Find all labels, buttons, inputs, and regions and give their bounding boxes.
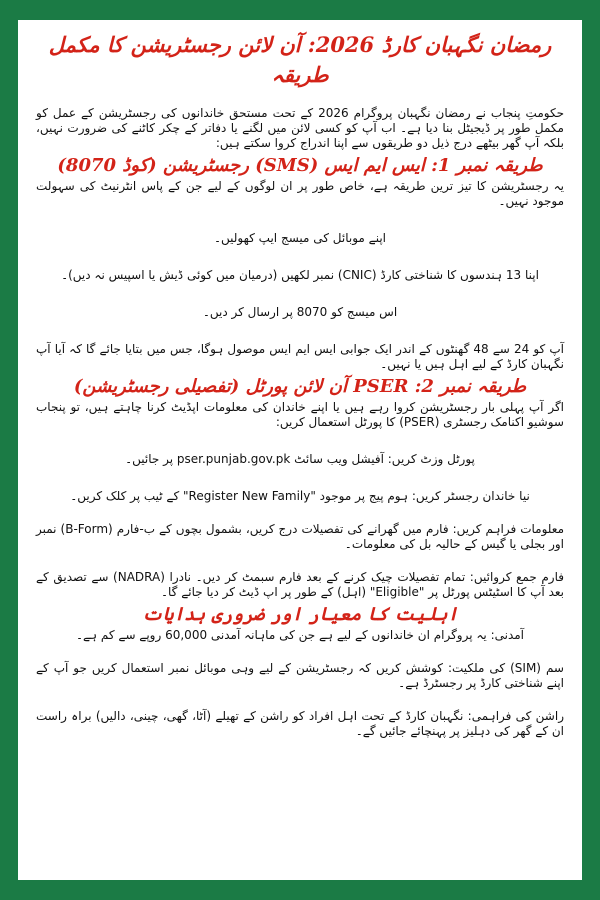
eligibility-heading: اہلیت کا معیار اور ضروری ہدایات xyxy=(141,604,459,625)
intro-paragraph: حکومتِ پنجاب نے رمضان نگہبان پروگرام 2026 کے تحت مستحق خاندانوں کی رجسٹریشن کے عمل کو مکمل طور پر ڈیجیٹل بنا دیا ہے۔ اب آپ کو کسی لائن میں لگنے یا دفاتر کے چکر کاٹنے کی ضرورت نہیں، بلکہ آپ گھر بیٹھے درج ذیل دو طریقوں سے اپنا اندراج کروا سکتے ہیں: xyxy=(36,106,564,150)
method2-step: فارم جمع کروائیں: تمام تفصیلات چیک کرنے کے بعد فارم سبمٹ کر دیں۔ نادرا (NADRA) سے تصدیق کے بعد آپ کا اسٹیٹس پورٹل پر "Eligible" (اہل) کے طور پر اپ ڈیٹ کر دیا جائے گا۔ xyxy=(36,570,564,599)
method2-heading: طریقہ نمبر 2: PSER آن لائن پورٹل (تفصیلی رجسٹریشن) xyxy=(73,376,527,397)
method2-step: نیا خاندان رجسٹر کریں: ہوم پیج پر موجود "Register New Family" کے ٹیب پر کلک کریں۔ xyxy=(70,489,530,503)
eligibility-item: سم (SIM) کی ملکیت: کوشش کریں کہ رجسٹریشن کے لیے وہی موبائل نمبر استعمال کریں جو آپ کے اپنے شناختی کارڈ پر رجسٹرڈ ہے۔ xyxy=(36,661,564,690)
method1-step: اپنا 13 ہندسوں کا شناختی کارڈ (CNIC) نمبر لکھیں (درمیان میں کوئی ڈیش یا اسپیس نہ دیں)۔ xyxy=(61,268,539,282)
method2-step: پورٹل وزٹ کریں: آفیشل ویب سائٹ pser.punjab.gov.pk پر جائیں۔ xyxy=(125,452,475,466)
article-title: رمضان نگہبان کارڈ 2026: آن لائن رجسٹریشن کا مکمل طریقہ xyxy=(48,32,552,87)
method1-description: یہ رجسٹریشن کا تیز ترین طریقہ ہے، خاص طور پر ان لوگوں کے لیے جن کے پاس انٹرنیٹ کی سہولت موجود نہیں۔ xyxy=(36,179,564,208)
method1-step: اس میسج کو 8070 پر ارسال کر دیں۔ xyxy=(202,305,398,319)
article-card xyxy=(18,20,582,880)
eligibility-item: راشن کی فراہمی: نگہبان کارڈ کے تحت اہل افراد کو راشن کے تھیلے (آٹا، گھی، چینی، دالیں) براہ راست ان کے گھر کی دہلیز پر پہنچائے جائیں گے۔ xyxy=(36,709,564,738)
eligibility-item: آمدنی: یہ پروگرام ان خاندانوں کے لیے ہے جن کی ماہانہ آمدنی 60,000 روپے سے کم ہے۔ xyxy=(75,628,525,642)
method1-step: اپنے موبائل کی میسج ایپ کھولیں۔ xyxy=(213,231,386,245)
method2-description: اگر آپ پہلی بار رجسٹریشن کروا رہے ہیں یا اپنے خاندان کی معلومات اپڈیٹ کرنا چاہتے ہیں، تو پنجاب سوشیو اکنامک رجسٹری (PSER) کا پورٹل استعمال کریں: xyxy=(36,400,564,429)
method2-step: معلومات فراہم کریں: فارم میں گھرانے کی تفصیلات درج کریں، بشمول بچوں کے ب-فارم (B-Form) نمبر اور بجلی یا گیس کے حالیہ بل کی معلومات۔ xyxy=(36,522,564,551)
method1-heading: طریقہ نمبر 1: ایس ایم ایس (SMS) رجسٹریشن (کوڈ 8070) xyxy=(57,155,543,176)
method1-step: آپ کو 24 سے 48 گھنٹوں کے اندر ایک جوابی ایس ایم ایس موصول ہوگا، جس میں بتایا جائے گا کہ آیا آپ نگہبان کارڈ کے لیے اہل ہیں یا نہیں۔ xyxy=(36,342,564,371)
